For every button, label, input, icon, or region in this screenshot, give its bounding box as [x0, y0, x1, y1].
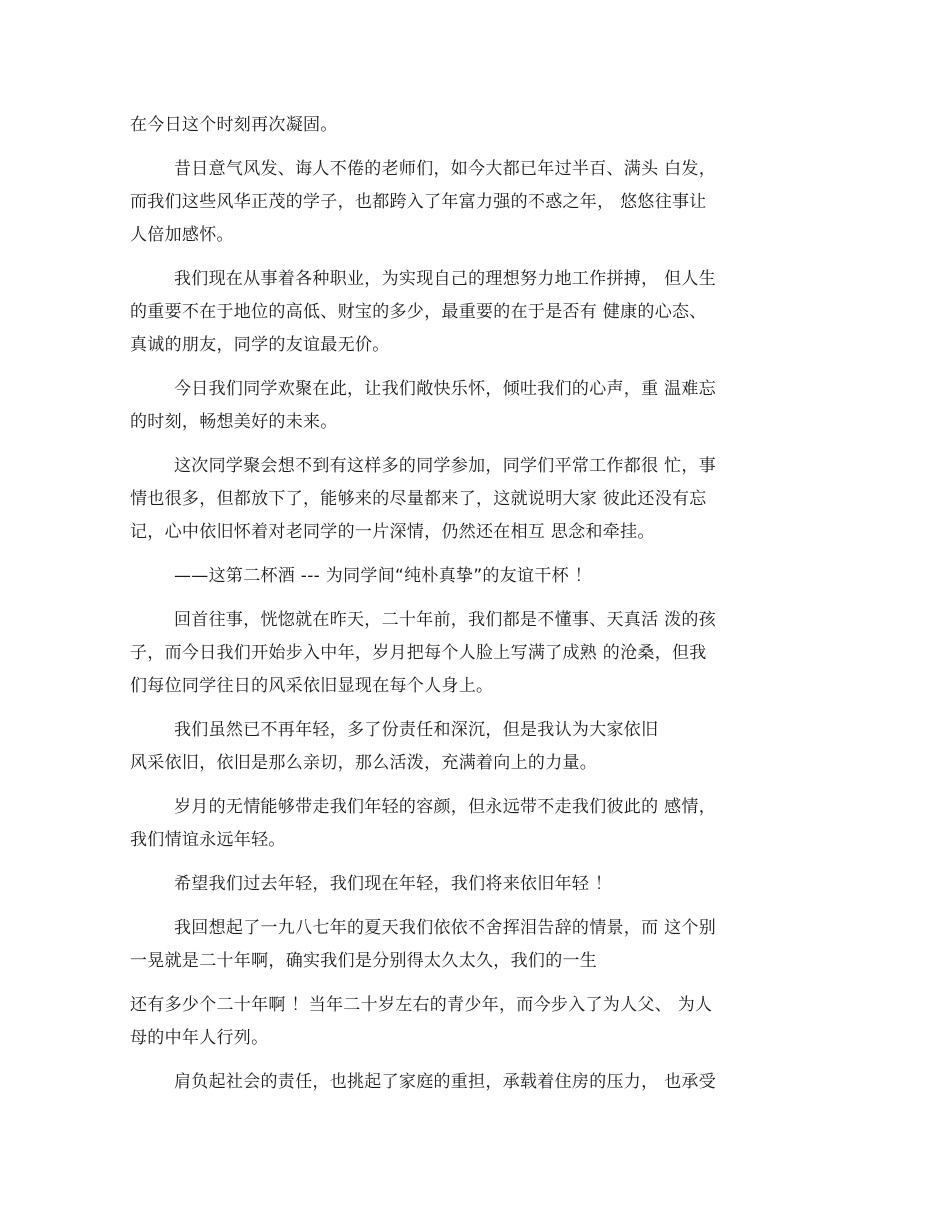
- text-line: 的重要不在于地位的高低、财宝的多少，最重要的在于是否有 健康的心态、: [130, 302, 707, 322]
- text-line: 我回想起了一九八七年的夏天我们依依不舍挥泪告辞的情景，而 这个别: [174, 918, 717, 938]
- text-line: 母的中年人行列。: [130, 1028, 269, 1048]
- text-line: 而我们这些风华正茂的学子，也都跨入了年富力强的不惑之年， 悠悠往事让: [130, 192, 707, 212]
- text-line: 们每位同学往日的风采依旧显现在每个人身上。: [130, 676, 494, 696]
- text-line: 肩负起社会的责任，也挑起了家庭的重担，承载着住房的压力， 也承受: [174, 1072, 717, 1092]
- text-line: 还有多少个二十年啊 ！当年二十岁左右的青少年，而今步入了为人父、 为人: [130, 995, 713, 1015]
- text-line: 的时刻，畅想美好的未来。: [130, 412, 338, 432]
- text-line: 风采依旧，依旧是那么亲切，那么活泼，充满着向上的力量。: [130, 753, 598, 773]
- text-line: 子，而今日我们开始步入中年，岁月把每个人脸上写满了成熟 的沧桑，但我: [130, 643, 707, 663]
- text-line: 记，心中依旧怀着对老同学的一片深情，仍然还在相互 思念和牵挂。: [130, 522, 655, 542]
- text-line: 昔日意气风发、诲人不倦的老师们，如今大都已年过半百、满头 白发，: [174, 159, 717, 179]
- text-line: 岁月的无情能够带走我们年轻的容颜，但永远带不走我们彼此的 感情，: [174, 797, 717, 817]
- text-line: 我们情谊永远年轻。: [130, 830, 286, 850]
- text-line: 人倍加感怀。: [130, 225, 234, 245]
- text-line: 我们现在从事着各种职业，为实现自己的理想努力地工作拼搏， 但人生: [174, 269, 717, 289]
- text-line: 希望我们过去年轻，我们现在年轻，我们将来依旧年轻 ！: [174, 874, 613, 894]
- text-line: 我们虽然已不再年轻，多了份责任和深沉，但是我认为大家依旧: [174, 720, 659, 740]
- text-line: 在今日这个时刻再次凝固。: [130, 115, 338, 135]
- text-line: ——这第二杯酒 --- 为同学间“纯朴真挚”的友谊干杯 ！: [174, 566, 592, 586]
- text-line: 情也很多，但都放下了，能够来的尽量都来了，这就说明大家 彼此还没有忘: [130, 489, 707, 509]
- text-line: 真诚的朋友，同学的友谊最无价。: [130, 335, 390, 355]
- text-line: 回首往事，恍惚就在昨天，二十年前，我们都是不懂事、天真活 泼的孩: [174, 610, 717, 630]
- text-line: 今日我们同学欢聚在此，让我们敞快乐怀，倾吐我们的心声，重 温难忘: [174, 379, 717, 399]
- text-line: 一晃就是二十年啊，确实我们是分别得太久太久，我们的一生: [130, 951, 598, 971]
- text-line: 这次同学聚会想不到有这样多的同学参加，同学们平常工作都很 忙，事: [174, 456, 717, 476]
